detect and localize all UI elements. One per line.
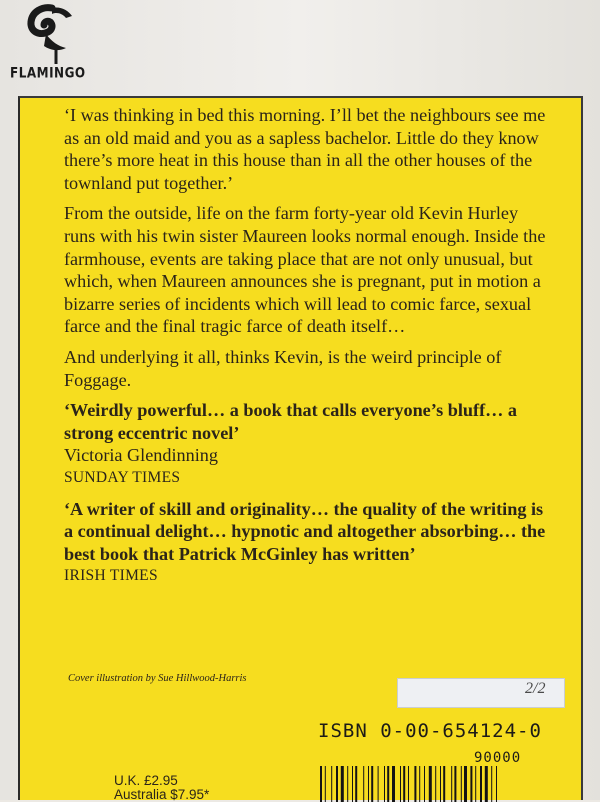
barcode-bar bbox=[475, 766, 476, 802]
publisher-wordmark: FLAMINGO bbox=[10, 64, 86, 82]
barcode-bar bbox=[424, 766, 425, 802]
barcode-bar bbox=[347, 766, 348, 802]
publisher-logo bbox=[10, 2, 90, 86]
price-block bbox=[114, 774, 209, 802]
barcode-bar bbox=[451, 766, 452, 802]
review-2 bbox=[64, 498, 552, 588]
barcode-bar bbox=[496, 766, 497, 802]
barcode-bar bbox=[325, 766, 326, 802]
barcode-bar bbox=[384, 766, 385, 802]
barcode-bar bbox=[414, 766, 416, 802]
barcode-bar bbox=[352, 766, 353, 802]
barcode-bar bbox=[485, 766, 488, 802]
isbn-number: ISBN 0-00-654124-0 bbox=[318, 720, 542, 742]
barcode-bar bbox=[403, 766, 405, 802]
price-australia: Australia $7.95* bbox=[114, 787, 210, 802]
barcode-bar bbox=[491, 766, 492, 802]
barcode-bar bbox=[440, 766, 441, 802]
barcode-bar bbox=[331, 766, 332, 802]
barcode-bar bbox=[461, 766, 462, 802]
price-uk: U.K. £2.95 bbox=[114, 773, 178, 788]
sticker-handwriting: 2/2 bbox=[525, 680, 546, 697]
blurb-text bbox=[64, 104, 552, 596]
barcode-bar bbox=[320, 766, 322, 802]
barcode-bar bbox=[363, 766, 364, 802]
barcode-bar bbox=[464, 766, 467, 802]
barcode-bar bbox=[355, 766, 357, 802]
barcode-bar bbox=[378, 766, 379, 802]
review-1 bbox=[64, 399, 552, 489]
barcode-bar bbox=[392, 766, 395, 802]
review-publication: IRISH TIMES bbox=[64, 567, 158, 585]
barcode-bar bbox=[470, 766, 472, 802]
barcode-bar bbox=[419, 766, 420, 802]
barcode-bar bbox=[480, 766, 482, 802]
review-publication: SUNDAY TIMES bbox=[64, 468, 181, 486]
barcode-bar bbox=[429, 766, 432, 802]
review-quote: ‘A writer of skill and originality… the quality of the writing is a continual delight… hypnotic and altogether absorbing… the best book that Patrick McGinley has written’ bbox=[64, 498, 546, 564]
plot-description: From the outside, life on the farm forty-year old Kevin Hurley runs with his twin sister Maureen looks normal enough. Inside the farmhouse, events are taking place that are not only unusual, but which, when Maureen announces she is pregnant, put in motion a bizarre series of incidents which will lead to comic farce, sexual farce and the final tragic farce of death itself… bbox=[64, 203, 546, 337]
closing-line: And underlying it all, thinks Kevin, is the weird principle of Foggage. bbox=[64, 346, 502, 390]
reviewer-name: Victoria Glendinning bbox=[64, 445, 218, 466]
cover-illustration-credit: Cover illustration by Sue Hillwood-Harris bbox=[68, 673, 247, 684]
barcode-bar bbox=[336, 766, 338, 802]
opening-quote: ‘I was thinking in bed this morning. I’ll bet the neighbours see me as an old maid and you as a sapless bachelor. Little do they know there’s more heat in this house than in all the other houses of the townland put together.’ bbox=[64, 105, 546, 193]
barcode-bar bbox=[371, 766, 373, 802]
barcode bbox=[320, 766, 556, 802]
flamingo-bird-icon bbox=[22, 2, 80, 66]
price-sticker bbox=[397, 678, 565, 708]
barcode-bar bbox=[435, 766, 436, 802]
barcode-bar bbox=[443, 766, 445, 802]
barcode-bar bbox=[400, 766, 401, 802]
barcode-bar bbox=[454, 766, 456, 802]
barcode-bar bbox=[341, 766, 344, 802]
review-quote: ‘Weirdly powerful… a book that calls everyone’s bluff… a strong eccentric novel’ bbox=[64, 400, 517, 443]
barcode-bar bbox=[368, 766, 369, 802]
price-code: 90000 bbox=[474, 750, 522, 766]
barcode-bar bbox=[408, 766, 409, 802]
barcode-bar bbox=[387, 766, 389, 802]
